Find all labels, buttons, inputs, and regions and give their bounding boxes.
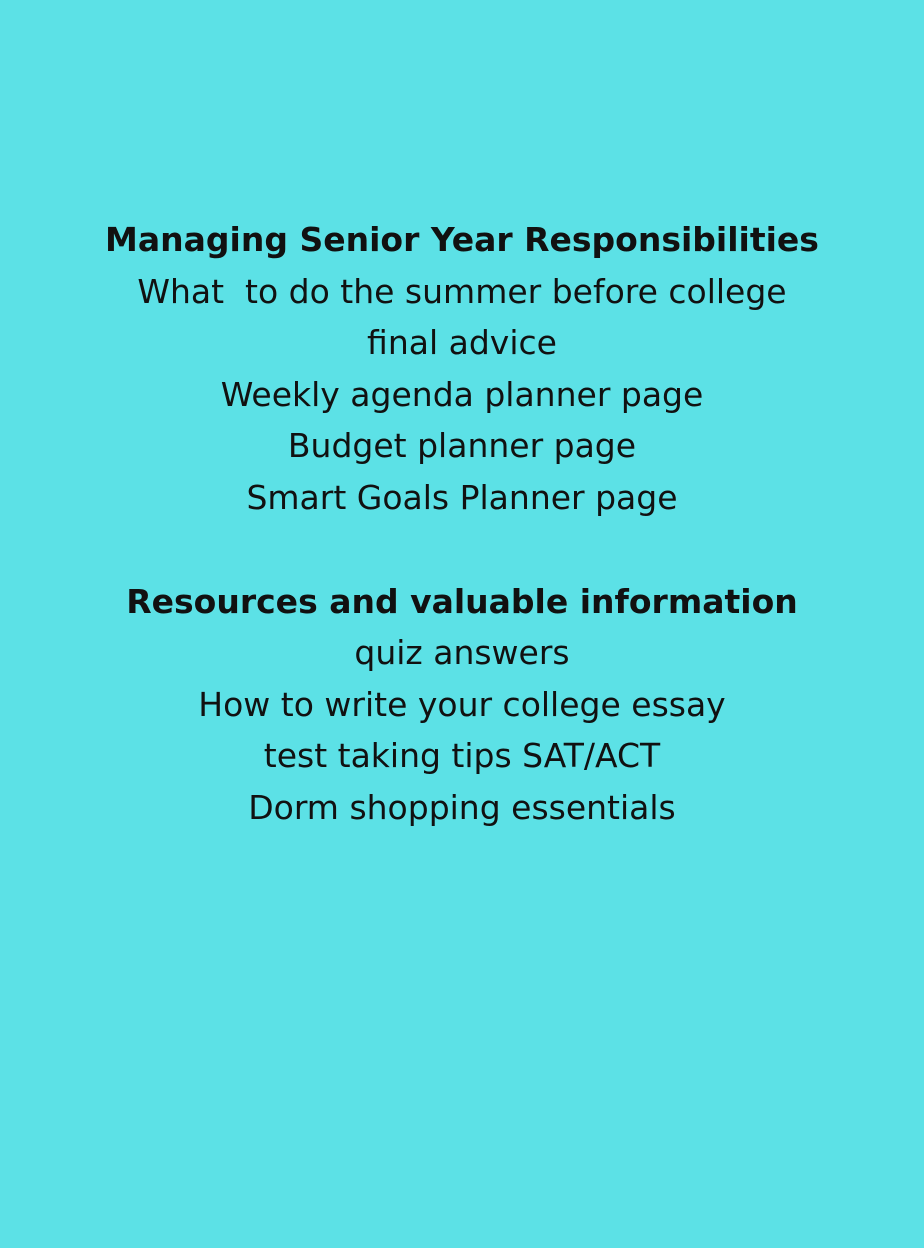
section-heading-senior-year: Managing Senior Year Responsibilities (105, 220, 819, 259)
section-resources (0, 576, 924, 834)
list-item-budget-planner: Budget planner page (287, 426, 637, 466)
list-item-smart-goals: Smart Goals Planner page (246, 477, 678, 517)
section-heading-resources: Resources and valuable information (126, 581, 798, 621)
list-item-college-essay: How to write your college essay (198, 684, 726, 724)
section-senior-year (0, 214, 924, 524)
table-of-contents (0, 214, 924, 834)
list-item-test-taking-tips: test taking tips SAT/ACT (263, 736, 661, 776)
list-item-summer-before-college: What to do the summer before college (137, 271, 787, 311)
list-item-dorm-shopping: Dorm shopping essentials (248, 787, 676, 827)
list-item-weekly-agenda: Weekly agenda planner page (220, 374, 704, 414)
list-item-quiz-answers: quiz answers (354, 633, 570, 673)
list-item-final-advice: final advice (367, 323, 557, 363)
